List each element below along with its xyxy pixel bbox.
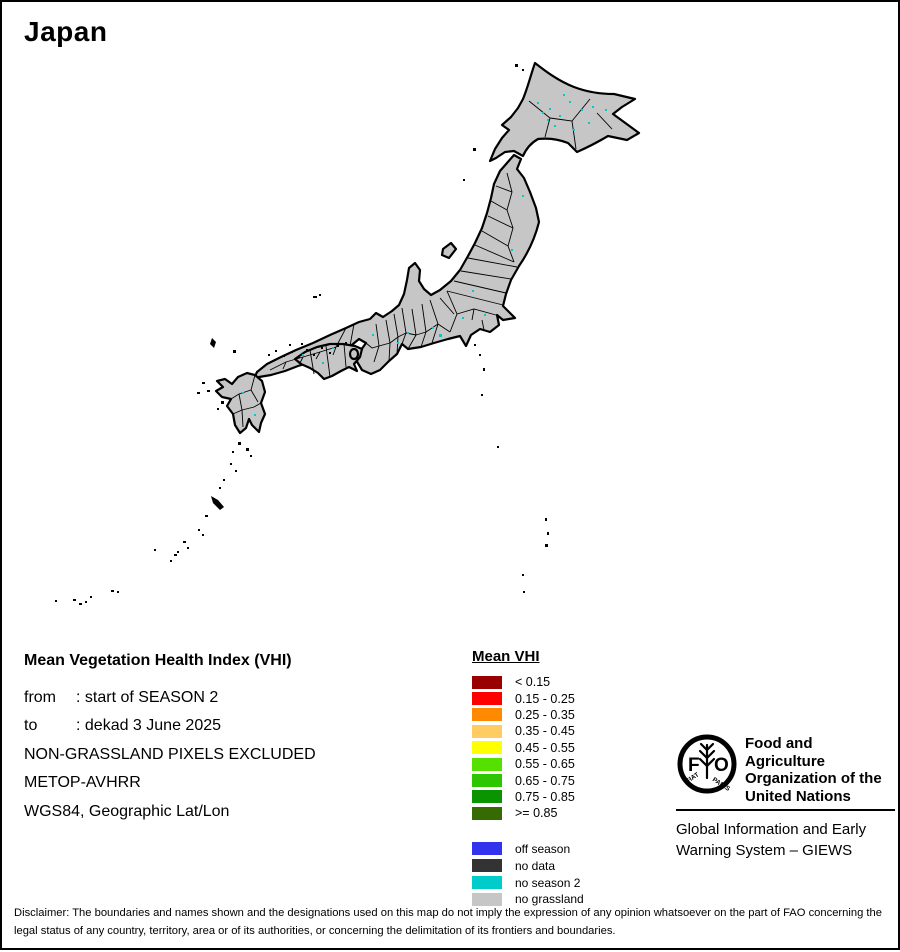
vhi-class-label: 0.75 - 0.85: [515, 789, 575, 804]
vhi-class-swatch: [472, 708, 502, 721]
honshu: [252, 155, 539, 383]
status-class-row: [472, 841, 584, 858]
vhi-class-row: [472, 789, 584, 805]
status-class-swatch: [472, 876, 502, 889]
svg-text:PANIS: PANIS: [710, 776, 731, 793]
fao-logo-icon: [676, 733, 738, 795]
fao-footer: [676, 733, 895, 861]
legend-title: Mean VHI: [472, 648, 540, 665]
hokkaido: [490, 63, 639, 161]
vhi-class-swatch: [472, 774, 502, 787]
vhi-class-row: [472, 805, 584, 821]
svg-text:FIAT: FIAT: [684, 771, 701, 785]
vhi-class-label: 0.35 - 0.45: [515, 724, 575, 739]
vhi-class-row: [472, 740, 584, 756]
vhi-class-swatch: [472, 807, 502, 820]
fao-org-name: Food and Agriculture Organization of the United Nations: [745, 735, 882, 805]
vhi-class-label: < 0.15: [515, 675, 551, 690]
giews-label: Global Information and Early Warning System – GIEWS: [676, 821, 867, 859]
disclaimer-text: Disclaimer: The boundaries and names shown and the designations used on this map do not imply the expression of any opinion whatsoever on the part of FAO concerning the legal status of any country, territory, area or of its authorities, or concerning the delimitation of its frontiers and boundaries.: [14, 907, 882, 937]
vhi-class-row: [472, 756, 584, 772]
landmass-group: [216, 63, 639, 433]
vhi-class-row: [472, 707, 584, 723]
vhi-class-row: [472, 674, 584, 690]
vhi-class-label: 0.65 - 0.75: [515, 773, 575, 788]
page-title: Japan: [24, 16, 108, 47]
status-class-label: no data: [515, 858, 556, 873]
vhi-class-label: 0.55 - 0.65: [515, 757, 575, 772]
footer-divider: [676, 809, 895, 811]
small-islands: [55, 64, 549, 605]
svg-text:F: F: [688, 755, 700, 776]
status-class-row: [472, 857, 584, 874]
status-class-swatch: [472, 859, 502, 872]
vhi-class-swatch: [472, 676, 502, 689]
status-class-rows: [472, 841, 584, 908]
vhi-class-label: 0.45 - 0.55: [515, 740, 575, 755]
vhi-class-swatch: [472, 741, 502, 754]
status-class-label: no season 2: [515, 875, 581, 890]
vhi-class-swatch: [472, 790, 502, 803]
vhi-class-rows: [472, 674, 584, 822]
status-class-row: [472, 874, 584, 891]
vhi-class-label: 0.15 - 0.25: [515, 691, 575, 706]
vhi-class-row: [472, 690, 584, 706]
no-season2-dots: [242, 94, 607, 416]
info-row-from: from : start of SEASON 2: [24, 689, 219, 706]
vhi-class-swatch: [472, 758, 502, 771]
status-class-label: no grassland: [515, 892, 584, 907]
info-line: WGS84, Geographic Lat/Lon: [24, 802, 230, 820]
status-class-swatch: [472, 893, 502, 906]
svg-text:O: O: [714, 755, 729, 776]
status-class-label: off season: [515, 841, 571, 856]
sado-island: [442, 243, 456, 258]
info-heading: Mean Vegetation Health Index (VHI): [24, 652, 292, 669]
vhi-legend: [472, 648, 584, 908]
info-block: [24, 652, 316, 831]
vhi-class-swatch: [472, 692, 502, 705]
vhi-class-label: >= 0.85: [515, 806, 558, 821]
status-class-swatch: [472, 842, 502, 855]
vhi-class-swatch: [472, 725, 502, 738]
info-line: METOP-AVHRR: [24, 774, 141, 792]
vhi-class-label: 0.25 - 0.35: [515, 707, 575, 722]
prefecture-borders: [231, 99, 612, 427]
awaji-island: [350, 349, 358, 359]
vhi-class-row: [472, 723, 584, 739]
vhi-class-row: [472, 772, 584, 788]
info-line: NON-GRASSLAND PIXELS EXCLUDED: [24, 745, 316, 763]
info-row-to: to : dekad 3 June 2025: [24, 717, 222, 735]
